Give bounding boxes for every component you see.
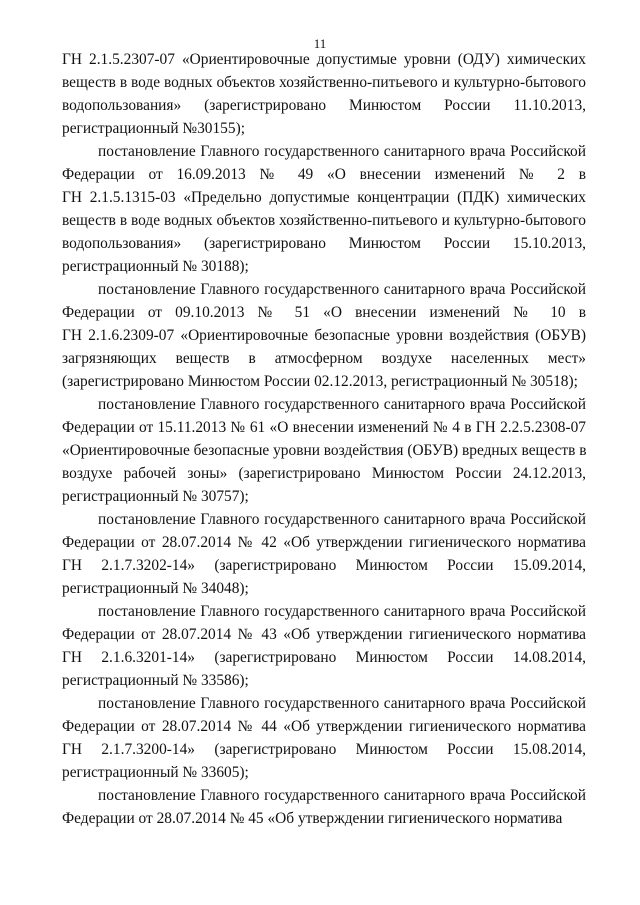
text-line: Федерации от 09.10.2013 № 51 «О внесении изменений № 10 в xyxy=(62,304,586,321)
document-paragraph xyxy=(62,393,586,508)
text-line: веществ в воде водных объектов хозяйственно-питьевого и культурно-бытового xyxy=(62,212,586,229)
page-number: 11 xyxy=(313,36,327,51)
text-line: Федерации от 28.07.2014 № 42 «Об утверждении гигиенического норматива xyxy=(62,534,586,551)
document-paragraph xyxy=(62,278,586,393)
text-line: ГН 2.1.5.2307-07 «Ориентировочные допустимые уровни (ОДУ) химических xyxy=(62,51,586,68)
text-line: регистрационный № 34048); xyxy=(62,580,249,597)
text-line: ГН 2.1.6.2309-07 «Ориентировочные безопасные уровни воздействия (ОБУВ) xyxy=(62,327,586,344)
text-line: Федерации от 15.11.2013 № 61 «О внесении изменений № 4 в ГН 2.2.5.2308-07 xyxy=(62,419,586,436)
text-line: регистрационный № 33605); xyxy=(62,764,249,781)
document-paragraph xyxy=(62,600,586,692)
text-line: регистрационный №30155); xyxy=(62,120,245,137)
text-line: регистрационный № 33586); xyxy=(62,672,249,689)
text-line: постановление Главного государственного санитарного врача Российской xyxy=(98,143,586,160)
text-line: загрязняющих веществ в атмосферном воздухе населенных мест» xyxy=(62,350,586,367)
document-paragraph xyxy=(62,692,586,784)
text-line: воздухе рабочей зоны» (зарегистрировано Минюстом России 24.12.2013, xyxy=(62,465,586,482)
text-line: регистрационный № 30188); xyxy=(62,258,249,275)
text-line: веществ в воде водных объектов хозяйственно-питьевого и культурно-бытового xyxy=(62,74,586,91)
text-line: постановление Главного государственного санитарного врача Российской xyxy=(98,396,586,413)
text-line: постановление Главного государственного санитарного врача Российской xyxy=(98,603,586,620)
text-line: Федерации от 28.07.2014 № 44 «Об утверждении гигиенического норматива xyxy=(62,718,586,735)
text-line: ГН 2.1.6.3201-14» (зарегистрировано Минюстом России 14.08.2014, xyxy=(62,649,586,666)
text-line: постановление Главного государственного санитарного врача Российской xyxy=(98,511,586,528)
text-line: водопользования» (зарегистрировано Минюстом России 11.10.2013, xyxy=(62,97,586,114)
document-paragraph xyxy=(62,508,586,600)
document-body xyxy=(62,48,586,830)
document-paragraph xyxy=(62,784,586,830)
text-line: ГН 2.1.7.3200-14» (зарегистрировано Минюстом России 15.08.2014, xyxy=(62,741,586,758)
text-line: постановление Главного государственного санитарного врача Российской xyxy=(98,281,586,298)
text-line: постановление Главного государственного санитарного врача Российской xyxy=(98,787,586,804)
text-line: регистрационный № 30757); xyxy=(62,488,249,505)
text-line: Федерации от 28.07.2014 № 43 «Об утверждении гигиенического норматива xyxy=(62,626,586,643)
text-line: ГН 2.1.5.1315-03 «Предельно допустимые концентрации (ПДК) химических xyxy=(62,189,586,206)
document-paragraph xyxy=(62,140,586,278)
text-line: водопользования» (зарегистрировано Минюстом России 15.10.2013, xyxy=(62,235,586,252)
text-line: (зарегистрировано Минюстом России 02.12.2013, регистрационный № 30518); xyxy=(62,373,578,390)
text-line: Федерации от 16.09.2013 № 49 «О внесении изменений № 2 в xyxy=(62,166,586,183)
document-paragraph xyxy=(62,48,586,140)
text-line: Федерации от 28.07.2014 № 45 «Об утверждении гигиенического норматива xyxy=(62,810,563,827)
text-line: «Ориентировочные безопасные уровни воздействия (ОБУВ) вредных веществ в xyxy=(62,442,587,459)
text-line: ГН 2.1.7.3202-14» (зарегистрировано Минюстом России 15.09.2014, xyxy=(62,557,586,574)
text-line: постановление Главного государственного санитарного врача Российской xyxy=(98,695,586,712)
